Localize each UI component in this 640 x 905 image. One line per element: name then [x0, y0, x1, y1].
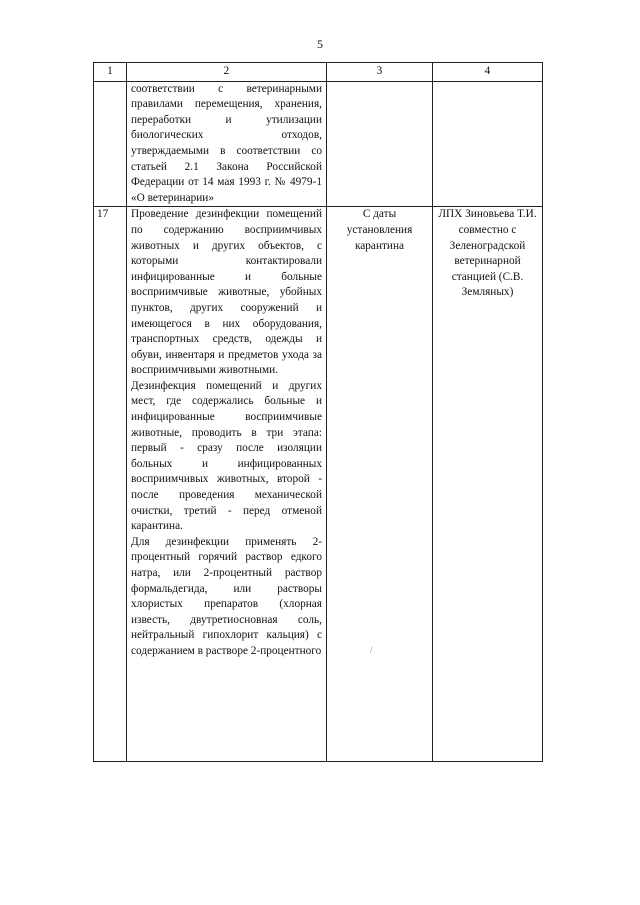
row-17-description-cell [127, 207, 327, 762]
row-17-paragraph-1: Проведение дезинфекции помещений по содержанию восприимчивых животных и других объектов, с которыми контактировали инфицированные и больные восприимчивые животные, убойных пунктов, других сооружений и имеющегося в них оборудования, транспортных средств, одежды и обуви, инвентаря и предметов ухода за восприимчивыми животными. [131, 208, 322, 377]
continuation-term-cell [327, 81, 433, 207]
row-17-term-cell: С даты установления карантина [327, 207, 433, 762]
column-header-1: 1 [94, 63, 127, 82]
column-header-2: 2 [127, 63, 327, 82]
continuation-number-cell [94, 81, 127, 207]
stray-mark: / [370, 645, 373, 655]
table-row-continuation [94, 81, 543, 207]
row-17-paragraph-2: Дезинфекция помещений и других мест, где содержались больные и инфицированные восприимчивые животные, проводить в три этапа: первый - сразу после изоляции больных и инфицированных восприимчивых животных, второй - после проведения механической очистки, третий - перед отменой карантина. [131, 379, 322, 533]
column-header-3: 3 [327, 63, 433, 82]
column-header-4: 4 [433, 63, 543, 82]
table-header-row [94, 63, 543, 82]
continuation-description-cell: соответствии с ветеринарными правилами перемещения, хранения, переработки и утилизации биологических отходов, утверждаемыми в соответствии со статьей 2.1 Закона Российской Федерации от 14 мая 1993 г. № 4979-1 «О ветеринарии» [127, 81, 327, 207]
measures-table [93, 62, 543, 762]
continuation-responsible-cell [433, 81, 543, 207]
row-17-number-cell: 17 [94, 207, 127, 762]
page-number: 5 [317, 37, 323, 51]
table-row-17 [94, 207, 543, 762]
row-17-responsible-cell: ЛПХ Зиновьева Т.И. совместно с Зеленоградской ветеринарной станцией (С.В. Земляных) [433, 207, 543, 762]
row-17-paragraph-3: Для дезинфекции применять 2-процентный горячий раствор едкого натра, или 2-процентный раствор формальдегида, или растворы хлористых препаратов (хлорная известь, двутретиосновная соль, нейтральный гипохлорит кальция) с содержанием в растворе 2-процентного [131, 535, 322, 657]
